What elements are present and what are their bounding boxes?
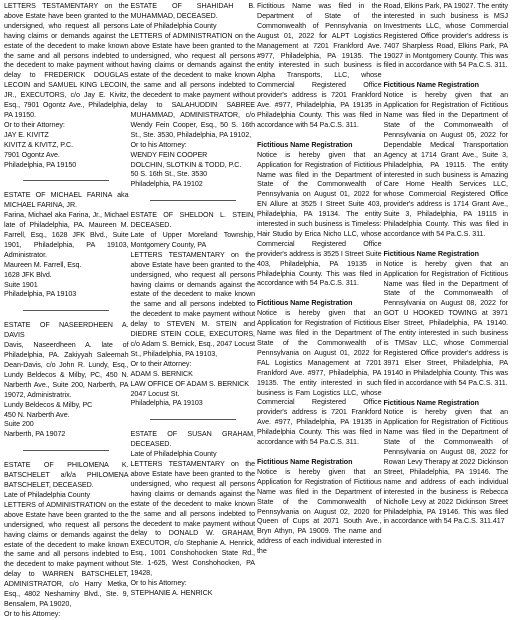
fictitious-notice-dependable xyxy=(384,81,509,240)
estate-notice-muhammad xyxy=(131,2,256,190)
fictitious-notice-msj xyxy=(384,2,509,71)
notice-title: Fictitious Name Registration xyxy=(383,398,479,407)
column-1 xyxy=(4,0,129,618)
notice-separator xyxy=(150,419,236,420)
notice-body: Road, Elkins Park, PA 19027. The entity interested in such business is MSJ Investments LLC, whose Commercial Registered Office provider's address is 7407 Sharpless Road, Elkins Park, PA 19027 in Montgomery County. This was filed in accordance with 54 Pa.C.S. 311. xyxy=(383,2,508,70)
notice-title: Fictitious Name Registration xyxy=(257,299,353,308)
notice-title: Fictitious Name Registration xyxy=(257,140,353,149)
estate-notice-batschelet xyxy=(4,461,129,620)
notice-title: Fictitious Name Registration xyxy=(383,249,479,258)
estate-notice-stein xyxy=(131,211,256,409)
notice-body: Notice is hereby given that an Application for Registration of Fictitious Name was filed in the Department of State of the Commonwealth of Pennsylvania on August 08, 2022 for GOT U HOOKED TOWING at 3971 Elser Street, Philadelphia, PA 19140. The entity interested in such business is TMSav LLC, whose Commercial Registered Office provider's address is 3971 Elser Street, Philadelphia, PA 19140 in Philadelphia County. This was filed in accordance with 54 Pa.C.S. 311. xyxy=(383,259,508,387)
column-3 xyxy=(257,0,382,556)
notice-body: ESTATE OF SUSAN GRAHAM, DECEASED. Late of Philadelphia County LETTERS TESTAMENTARY on the above Estate have been granted to the undersigned, who request all persons having claims or demands against the estate of the decedent to make known the same and all persons indebted to the decedent to make payment without delay to DONALD W. GRAHAM, EXECUTOR, c/o Stephanie A. Henrick, Esq., 1001 Conshohocken State Rd., Ste. 1-625, West Conshohocken, PA 19428, Or to his Attorney: STEPHANIE A. HENRICK xyxy=(130,430,255,597)
notice-body: ESTATE OF PHILOMENA K. BATSCHELET a/k/a PHILOMENA BATSCHELET, DECEASED. Late of Philadelphia County LETTERS of ADMINISTRATION on the above Estate have been granted to the undersigned, who request all persons having claims or demands against the estate of the decedent to make known the same and all persons indebted to the decedent to make payment without delay to WARREN BATSCHELET, ADMINISTRATOR, c/o Harry Metka, Esq., 4802 Neshaminy Blvd., Ste. 9, Bensalem, PA 19020, Or to his Attorney: xyxy=(4,461,129,618)
notice-body: ESTATE OF NASEERDHEEN A. DAVIS Davis, Naseerdheen A. late of Philadelphia, PA. Zakiyyah Saleemah Dean-Davis, c/o John R. Lundy, Esq., Lundy Beldecos & Milby, PC, 450 N. Narberth Ave., Suite 200, Narberth, PA 19072, Administratrix. Lundy Beldecos & Milby, PC 450 N. Narberth Ave. Suite 200 Narberth, PA 19072 xyxy=(4,321,129,439)
notice-body: ESTATE OF SHAHIDAH B. MUHAMMAD, DECEASED. Late of Philadelphia County LETTERS of ADMINISTRATION on the above Estate have been granted to the undersigned, who request all persons having claims or demands against the estate of the decedent to make known the same and all persons indebted to the decedent to make payment without delay to SALAHUDDIN SABREE MUHAMMAD, ADMINISTRATOR, c/o Wendy Fein Cooper, Esq., 50 S. 16th St., Ste. 3530, Philadelphia, PA 19102, Or to his Attorney: WENDY FEIN COOPER DOLCHIN, SLOTKIN & TODD, P.C. 50 S. 16th St., Ste. 3530 Philadelphia, PA 19102 xyxy=(130,2,255,189)
notice-separator xyxy=(23,180,109,181)
estate-notice-davis xyxy=(4,321,129,440)
notice-separator xyxy=(150,200,236,201)
fictitious-notice-rowan-levy xyxy=(384,399,509,528)
notice-body: Notice is hereby given that an Application for Registration of Fictitious Name was filed in the Department of State of the Commonwealth of Pennsylvania on August 01, 2022 for EN Allure at 3525 I Street Suite 403, Philadelphia, PA 19134. The entity interested in such business is Timeless: Hair Studio by Erica Nicho LLC, whose Commercial Registered Office provider's address is 3525 I Street Suite 403, Philadelphia, PA 19135 in Philadelphia County. This was filed in accordance with 54 Pa.C.S. 311. xyxy=(257,150,382,288)
notice-title: Fictitious Name Registration xyxy=(383,81,479,90)
notice-title: Fictitious Name Registration xyxy=(257,457,353,466)
estate-notice-lecoin xyxy=(4,2,129,170)
column-2 xyxy=(130,0,256,597)
notice-body: Notice is hereby given that an Application for Registration of Fictitious Name was filed in the Department of State of the Commonwealth of Pennsylvania on August 08, 2022 for Rowan Levy Therapy at 2022 Dickinson Street, Philadelphia, PA 19146. The name and address of each individual interested in the business is Rebecca Nicholle Levy at 2022 Dickinson Street Philadelphia, PA 19146. This was filed in accordance with 54 Pa.C.S. 311.417 xyxy=(383,408,508,526)
fictitious-notice-alpt xyxy=(257,2,382,131)
estate-notice-graham xyxy=(131,430,256,598)
fictitious-notice-fal xyxy=(257,299,382,448)
notice-body: ESTATE OF SHELDON L. STEIN, DECEASED. Late of Upper Moreland Township, Montgomery County, PA LETTERS TESTAMENTARY on the above Estate have been granted to the undersigned, who request all persons having claims or demands against the estate of the decedent to make known the same and all persons indebted to the decedent to make payment without delay to STEVEN M. STEIN and DIEDRE STEIN COLE, EXECUTORS, c/o Adam S. Bernick, Esq., 2047 Locust St., Philadelphia, PA 19103, Or to their Attorney: ADAM S. BERNICK LAW OFFICE OF ADAM S. BERNICK 2047 Locust St. Philadelphia, PA 19103 xyxy=(130,211,255,408)
column-4 xyxy=(383,0,509,526)
notice-body: Notice is hereby given that an Application for Registration of Fictitious Name was filed in the Department of State of the Commonwealth of Pennsylvania on August 02, 2020 for Queen of Cups at 2071 South Ave., Bryn Athyn, PA 19009. The name and address of each individual interested in the xyxy=(257,467,382,556)
notice-body: Notice is hereby given that an Application for Registration of Fictitious Name was filed in the Department of State of the Commonwealth of Pennsylvania on August 01, 2022 for FAL Logistics Management at 7201 Frankford Ave. #977, Philadelphia, PA 19135. The entity interested in such business is Fam Logistics LLC, whose Commercial Registered Office provider's address is 7201 Frankford Ave. #977, Philadelphia, PA 19135 in Philadelphia County. This was filed in accordance with 54 Pa.C.S. 311. xyxy=(257,309,382,447)
estate-notice-farina xyxy=(4,191,129,300)
notice-body: LETTERS TESTAMENTARY on the above Estate have been granted to the undersigned, who request all persons having claims or demands against the estate of the decedent to make known the same and all persons indebted to the decedent to make payment without delay to FREDERICK DOUGLAS LECOIN and SAMUEL KING LECOIN, JR., EXECUTORS, c/o Jay E. Kivitz, Esq., 7901 Ogontz Ave., Philadelphia, PA 19150. Or to their Attorney: JAY E. KIVITZ KIVITZ & KIVITZ, P.C. 7901 Ogontz Ave. Philadelphia, PA 19150 xyxy=(4,2,129,169)
notice-separator xyxy=(23,450,109,451)
notice-body: Notice is hereby given that an Application for Registration of Fictitious Name was filed in the Department of State of the Commonwealth of Pennsylvania on August 05, 2022 for Dependable Medical Transportation Agency at 1714 Grant Ave., Suite 3, Philadelphia, PA 19115. The entity interested in such business is Amazing Care Home Health Services LLC, whose Commercial Registered Office provider's address is 1714 Grant Ave., Suite 3, Philadelphia, PA 19115 in Philadelphia County. This was filed in accordance with 54 Pa.C.S. 311. xyxy=(383,91,508,238)
fictitious-notice-queen-of-cups xyxy=(257,458,382,557)
notice-body: Fictitious Name was filed in the Department of State of the Commonwealth of Pennsylvania on August 01, 2022 for ALPT Logistics Management at 7201 Frankford Ave. #977, Philadelphia, PA 19135. The entity interested in such business is Alpha Transports, LLC, whose Commercial Registered Office provider's address is 7201 Frankford Ave. #977, Philadelphia, PA 19135 in Philadelphia County. This was filed in accordance with 54 Pa.C.S. 311. xyxy=(257,2,382,129)
fictitious-notice-got-u-hooked xyxy=(384,250,509,389)
fictitious-notice-en-allure xyxy=(257,141,382,290)
notice-separator xyxy=(23,310,109,311)
notice-body: ESTATE OF MICHAEL FARINA aka MICHAEL FARINA, JR. Farina, Michael aka Farina, Jr., Michael late of Philadelphia, PA. Maureen M. Farrell, Esq., 1628 JFK Blvd., Suite 1901, Philadelphia, PA 19103, Administrator. Maureen M. Farrell, Esq. 1628 JFK Blvd. Suite 1901 Philadelphia, PA 19103 xyxy=(4,191,129,299)
